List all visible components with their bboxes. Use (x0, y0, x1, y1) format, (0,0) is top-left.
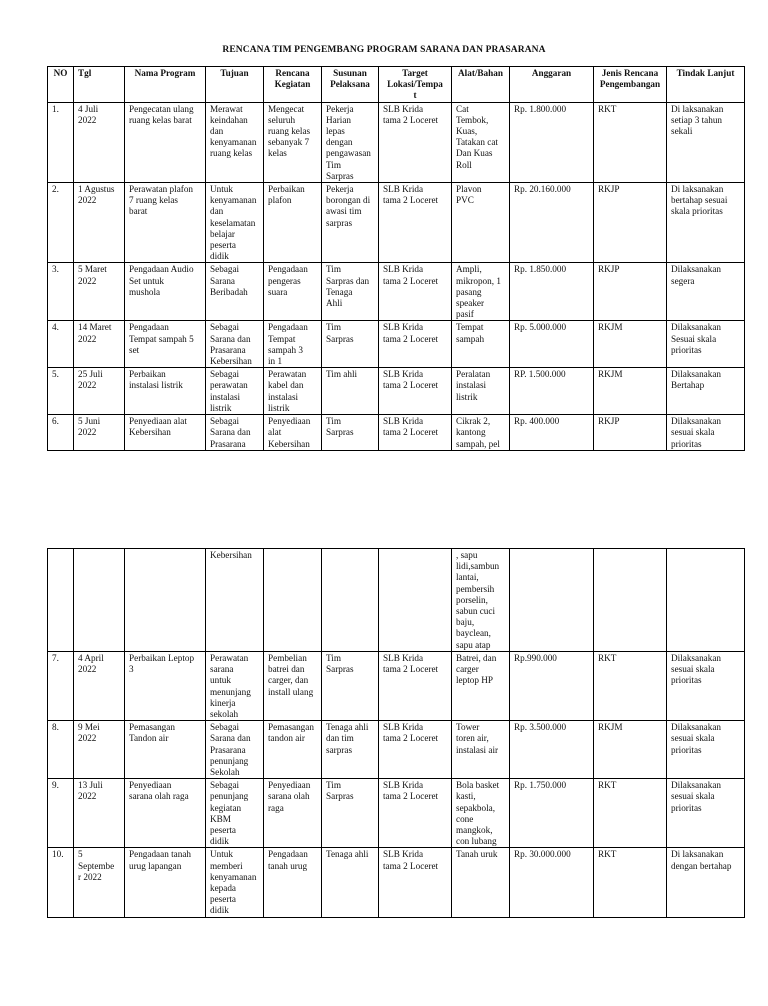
table-cell: Rp. 1.850.000 (510, 263, 594, 321)
table-cell: Perbaikan Leptop 3 (125, 652, 206, 721)
table-cell: Sebagai perawatan instalasi listrik (206, 368, 264, 415)
table-cell (510, 549, 594, 652)
table-row (48, 321, 745, 368)
table-cell: 9. (48, 779, 74, 848)
table-cell: 5 Juni 2022 (74, 415, 125, 451)
table-cell: Pengadaan Tempat sampah 3 in 1 (264, 321, 322, 368)
table-cell: Dilaksanakan sesuai skala prioritas (667, 721, 745, 779)
table-cell: Rp. 400.000 (510, 415, 594, 451)
header-row (48, 67, 745, 103)
table-cell (594, 549, 667, 652)
table-cell: Rp. 5.000.000 (510, 321, 594, 368)
table-cell: SLB Krida tama 2 Loceret (379, 183, 452, 263)
table-cell: 4. (48, 321, 74, 368)
table-cell: 4 Juli 2022 (74, 102, 125, 182)
table-cell: Tenaga ahli (322, 848, 379, 917)
table-cell: Plavon PVC (452, 183, 510, 263)
table-row (48, 263, 745, 321)
table-row (48, 415, 745, 451)
table-cell: Di laksanakan bertahap sesuai skala prioritas (667, 183, 745, 263)
table-cell (322, 549, 379, 652)
table-cell: Rp. 30.000.000 (510, 848, 594, 917)
table-cell: Perawatan sarana untuk menunjang kinerja sekolah (206, 652, 264, 721)
column-header: Target Lokasi/Tempa t (379, 67, 452, 103)
table-cell: Pekerja Harian lepas dengan pengawasan Tim Sarpras (322, 102, 379, 182)
table-cell (48, 549, 74, 652)
table-cell: Pemasangan tandon air (264, 721, 322, 779)
table-cell: Cikrak 2, kantong sampah, pel (452, 415, 510, 451)
table-cell: Sebagai Sarana Beribadah (206, 263, 264, 321)
table-cell: Tanah uruk (452, 848, 510, 917)
table-cell: Rp. 1.750.000 (510, 779, 594, 848)
table-cell: Pengecatan ulang ruang kelas barat (125, 102, 206, 182)
table-cell: Untuk kenyamanan dan keselamatan belajar peserta didik (206, 183, 264, 263)
table-cell: Pengadaan pengeras suara (264, 263, 322, 321)
column-header: Susunan Pelaksana (322, 67, 379, 103)
table-cell (264, 549, 322, 652)
table-cell: Dilaksanakan sesuai skala prioritas (667, 415, 745, 451)
column-header: Alat/Bahan (452, 67, 510, 103)
column-header: Nama Program (125, 67, 206, 103)
table-cell: Mengecat seluruh ruang kelas sebanyak 7 kelas (264, 102, 322, 182)
column-header: Tujuan (206, 67, 264, 103)
table-cell: 6. (48, 415, 74, 451)
table-cell: Perbaikan plafon (264, 183, 322, 263)
table-cell: RKT (594, 779, 667, 848)
table-cell: SLB Krida tama 2 Loceret (379, 652, 452, 721)
table-cell: SLB Krida tama 2 Loceret (379, 102, 452, 182)
table-cell: Sebagai Sarana dan Prasarana penunjang Sekolah (206, 721, 264, 779)
table-cell: Pengadaan Audio Set untuk mushola (125, 263, 206, 321)
table-cell: RP. 1.500.000 (510, 368, 594, 415)
table-row (48, 721, 745, 779)
column-header: Tindak Lanjut (667, 67, 745, 103)
table-cell: Pengadaan tanah urug lapangan (125, 848, 206, 917)
table-cell: 25 Juli 2022 (74, 368, 125, 415)
table-cell: Cat Tembok, Kuas, Tatakan cat Dan Kuas Roll (452, 102, 510, 182)
table-cell: Bola basket kasti, sepakbola, cone mangkok, con lubang (452, 779, 510, 848)
table-cell: Dilaksanakan sesuai skala prioritas (667, 652, 745, 721)
table-cell: Perawatan kabel dan instalasi listrik (264, 368, 322, 415)
table-cell: Tim Sarpras (322, 652, 379, 721)
table-cell: RKJM (594, 321, 667, 368)
table-cell: 3. (48, 263, 74, 321)
table-cell: 2. (48, 183, 74, 263)
table-cell: Dilaksanakan sesuai skala prioritas (667, 779, 745, 848)
table-cell (379, 549, 452, 652)
table-cell: 13 Juli 2022 (74, 779, 125, 848)
table-cell: Penyediaan alat Kebersihan (264, 415, 322, 451)
table-cell: SLB Krida tama 2 Loceret (379, 263, 452, 321)
table-cell: Sebagai Sarana dan Prasarana (206, 415, 264, 451)
table-cell: , sapu lidi,sambun lantai, pembersih porselin, sabun cuci baju, bayclean, sapu atap (452, 549, 510, 652)
table-cell: Rp. 20.160.000 (510, 183, 594, 263)
table-cell: RKJP (594, 415, 667, 451)
table-cell: SLB Krida tama 2 Loceret (379, 368, 452, 415)
table-cell: Rp. 1.800.000 (510, 102, 594, 182)
table-cell: Tim ahli (322, 368, 379, 415)
table-1-body (48, 102, 745, 450)
table-cell (74, 549, 125, 652)
table-cell: 5 Maret 2022 (74, 263, 125, 321)
table-cell: Dilaksanakan Bertahap (667, 368, 745, 415)
table-row (48, 183, 745, 263)
table-row (48, 549, 745, 652)
table-cell: RKT (594, 848, 667, 917)
table-row (48, 848, 745, 917)
table-cell: SLB Krida tama 2 Loceret (379, 721, 452, 779)
table-row (48, 652, 745, 721)
table-cell: 14 Maret 2022 (74, 321, 125, 368)
column-header: Tgl (74, 67, 125, 103)
table-cell: Rp. 3.500.000 (510, 721, 594, 779)
table-cell: Pengadaan tanah urug (264, 848, 322, 917)
document-title: RENCANA TIM PENGEMBANG PROGRAM SARANA DAN PRASARANA (222, 45, 546, 55)
table-cell: 1 Agustus 2022 (74, 183, 125, 263)
program-table-part-1 (47, 66, 745, 451)
column-header: Anggaran (510, 67, 594, 103)
table-cell: Tim Sarpras (322, 415, 379, 451)
table-cell: Ampli, mikropon, 1 pasang speaker pasif (452, 263, 510, 321)
table-cell: RKJP (594, 183, 667, 263)
table-cell: Perawatan plafon 7 ruang kelas barat (125, 183, 206, 263)
table-cell: 8. (48, 721, 74, 779)
table-cell: SLB Krida tama 2 Loceret (379, 848, 452, 917)
table-cell: Merawat keindahan dan kenyamanan ruang kelas (206, 102, 264, 182)
table-row (48, 779, 745, 848)
table-cell: Pemasangan Tandon air (125, 721, 206, 779)
table-cell: Sebagai Sarana dan Prasarana Kebersihan (206, 321, 264, 368)
table-cell: Dilaksanakan Sesuai skala prioritas (667, 321, 745, 368)
table-cell: RKT (594, 102, 667, 182)
table-cell: Dilaksanakan segera (667, 263, 745, 321)
table-cell: 5 Septembe r 2022 (74, 848, 125, 917)
table-2-body (48, 549, 745, 918)
table-cell (667, 549, 745, 652)
table-cell (125, 549, 206, 652)
table-cell: Batrei, dan carger leptop HP (452, 652, 510, 721)
table-cell: Di laksanakan dengan bertahap (667, 848, 745, 917)
table-cell: Perbaikan instalasi listrik (125, 368, 206, 415)
table-cell: Pekerja borongan di awasi tim sarpras (322, 183, 379, 263)
table-row (48, 368, 745, 415)
table-cell: 1. (48, 102, 74, 182)
table-cell: SLB Krida tama 2 Loceret (379, 321, 452, 368)
table-row (48, 102, 745, 182)
table-cell: Tim Sarpras dan Tenaga Ahli (322, 263, 379, 321)
table-cell: Pengadaan Tempat sampah 5 set (125, 321, 206, 368)
table-cell: Rp.990.000 (510, 652, 594, 721)
table-cell: Penyediaan sarana olah raga (264, 779, 322, 848)
column-header: Rencana Kegiatan (264, 67, 322, 103)
table-cell: Tim Sarpras (322, 321, 379, 368)
table-cell: Pembelian batrei dan carger, dan install ulang (264, 652, 322, 721)
column-header: NO (48, 67, 74, 103)
table-cell: RKT (594, 652, 667, 721)
table-cell: Penyediaan alat Kebersihan (125, 415, 206, 451)
table-cell: RKJM (594, 721, 667, 779)
table-cell: Tower toren air, instalasi air (452, 721, 510, 779)
table-cell: RKJM (594, 368, 667, 415)
table-cell: 9 Mei 2022 (74, 721, 125, 779)
table-cell: Penyediaan sarana olah raga (125, 779, 206, 848)
table-cell: 7. (48, 652, 74, 721)
table-cell: 4 April 2022 (74, 652, 125, 721)
table-cell: 10. (48, 848, 74, 917)
table-cell: SLB Krida tama 2 Loceret (379, 779, 452, 848)
table-cell: 5. (48, 368, 74, 415)
table-cell: Kebersihan (206, 549, 264, 652)
table-cell: RKJP (594, 263, 667, 321)
table-cell: Untuk memberi kenyamanan kepada peserta didik (206, 848, 264, 917)
table-cell: Tenaga ahli dan tim sarpras (322, 721, 379, 779)
table-cell: SLB Krida tama 2 Loceret (379, 415, 452, 451)
column-header: Jenis Rencana Pengembangan (594, 67, 667, 103)
table-cell: Tempat sampah (452, 321, 510, 368)
table-cell: Sebagai penunjang kegiatan KBM peserta didik (206, 779, 264, 848)
table-cell: Tim Sarpras (322, 779, 379, 848)
table-cell: Di laksanakan setiap 3 tahun sekali (667, 102, 745, 182)
program-table-part-2 (47, 548, 745, 918)
table-cell: Peralatan instalasi listrik (452, 368, 510, 415)
